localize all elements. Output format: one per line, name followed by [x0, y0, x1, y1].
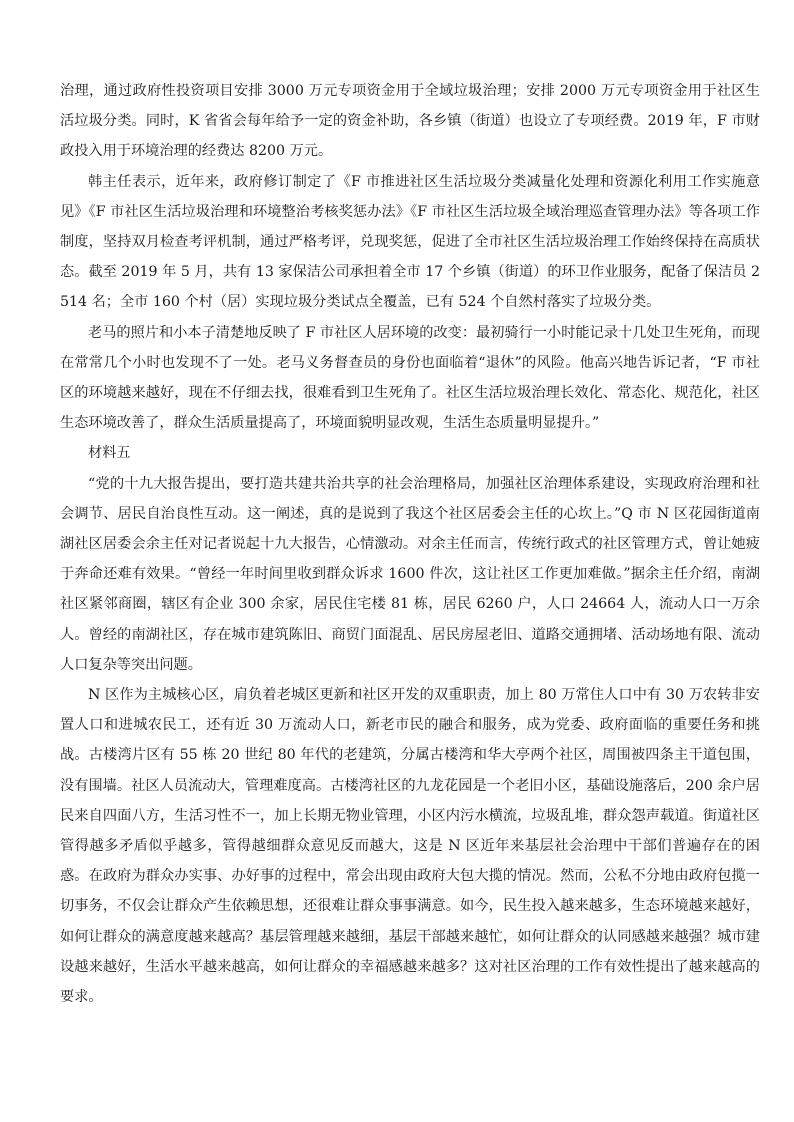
paragraph-old-ma: 老马的照片和小本子清楚地反映了 F 市社区人居环境的改变：最初骑行一小时能记录十几处卫生死角，而现在常常几个小时也发现不了一处。老马义务督查员的身份也面临着“退休”的风险。他高兴地告诉记者，“F 市社区的环境越来越好，现在不仔细去找，很难看到卫生死角了。社区生活垃圾治理长效化、常态化、规范化，社区生态环境改善了，群众生活质量提高了，环境面貌明显改观，生活生态质量明显提升。” — [60, 324, 760, 432]
paragraph-n-district: N 区作为主城核心区，肩负着老城区更新和社区开发的双重职责，加上 80 万常住人口中有 30 万农转非安置人口和进城农民工，还有近 30 万流动人口，新老市民的融合和服务，成为党委、政府面临的重要任务和挑战。古楼湾片区有 55 栋 20 世纪 80 年代的老建筑，分属古楼湾和华大亭两个社区，周围被四条主干道包围，没有围墙。社区人员流动大，管理难度高。古楼湾社区的九龙花园是一个老旧小区，基础设施落后，200 余户居民来自四面八方，生活习性不一，加上长期无物业管理，小区内污水横流，垃圾乱堆，群众怨声载道。街道社区管得越多矛盾似乎越多，管得越细群众意见反而越大，这是 N 区近年来基层社会治理中干部们普遍存在的困惑。在政府为群众办实事、办好事的过程中，常会出现由政府大包大揽的情况。然而，公私不分地由政府包揽一切事务，不仅会让群众产生依赖思想，还很难让群众事事满意。如今，民生投入越来越多，生态环境越来越好，如何让群众的满意度越来越高？基层管理越来越细，基层干部越来越忙，如何让群众的认同感越来越强？城市建设越来越好，生活水平越来越高，如何让群众的幸福感越来越多？这对社区治理的工作有效性提出了越来越高的要求。 — [60, 687, 760, 1006]
paragraph-funding: 治理，通过政府性投资项目安排 3000 万元专项资金用于全域垃圾治理；安排 2000 万元专项资金用于社区生活垃圾分类。同时，K 省省会每年给予一定的资金补助，各乡镇（街道）也设立了专项经费。2019 年，F 市财政投入用于环境治理的经费达 8200 万元。 — [60, 83, 760, 160]
document-body — [60, 76, 760, 1012]
paragraph-nanhu-community: “党的十九大报告提出，要打造共建共治共享的社会治理格局，加强社区治理体系建设，实现政府治理和社会调节、居民自治良性互动。这一阐述，真的是说到了我这个社区居委会主任的心坎上。”Q 市 N 区花园街道南湖社区居委会余主任对记者说起十九大报告，心情激动。对余主任而言，传统行政式的社区管理方式，曾让她疲于奔命还难有效果。“曾经一年时间里收到群众诉求 1600 件次，这让社区工作更加难做。”据余主任介绍，南湖社区紧邻商圈，辖区有企业 300 余家，居民住宅楼 81 栋，居民 6260 户，人口 24664 人，流动人口一万余人。曾经的南湖社区，存在城市建筑陈旧、商贸门面混乱、居民房屋老旧、道路交通拥堵、活动场地有限、流动人口复杂等突出问题。 — [60, 475, 760, 673]
section-heading-material-5: 材料五 — [88, 445, 131, 462]
paragraph-policies: 韩主任表示，近年来，政府修订制定了《F 市推进社区生活垃圾分类减量化处理和资源化利用工作实施意见》《F 市社区生活垃圾治理和环境整治考核奖惩办法》《F 市社区生活垃圾全域治理巡查管理办法》等各项工作制度，坚持双月检查考评机制，通过严格考评，兑现奖惩，促进了全市社区生活垃圾治理工作始终保持在高质状态。截至 2019 年 5 月，共有 13 家保洁公司承担着全市 17 个乡镇（街道）的环卫作业服务，配备了保洁员 2514 名；全市 160 个村（居）实现垃圾分类试点全覆盖，已有 524 个自然村落实了垃圾分类。 — [60, 173, 760, 311]
